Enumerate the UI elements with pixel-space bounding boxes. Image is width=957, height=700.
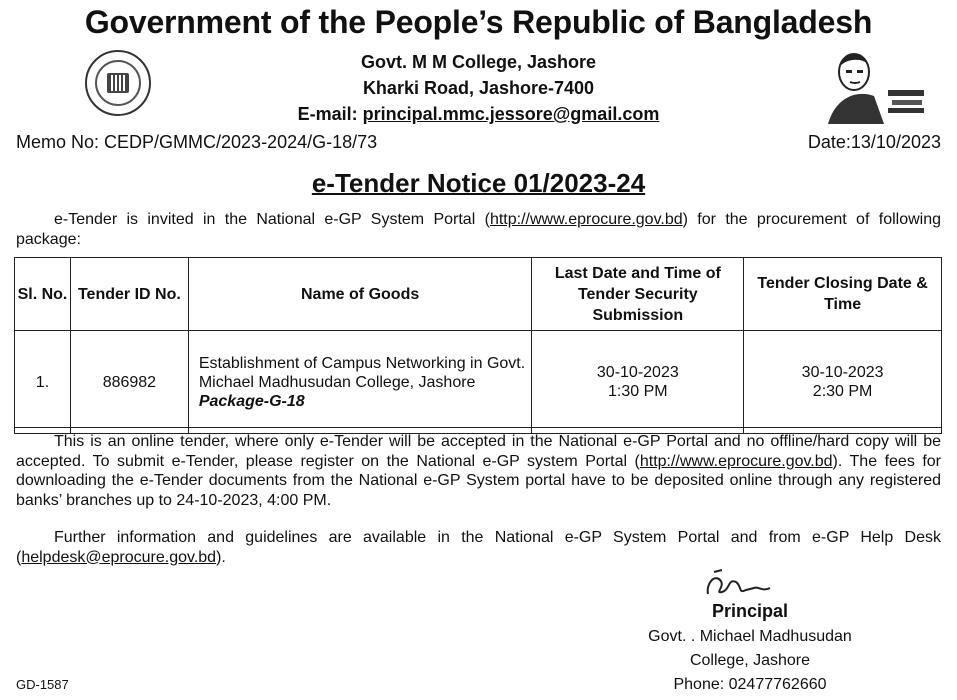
- cell-sl: 1.: [15, 331, 71, 434]
- body-text-1-end: ). The fees for downloading the e-Tender documents from the National e-GP System portal have to be deposited online through any registered banks’ branches up to 24-10-2023, 4:00 PM.: [16, 452, 941, 509]
- intro-text-end: ) for the procurement of following package:: [16, 211, 942, 248]
- header-security: Last Date and Time of Tender Security Submission: [532, 258, 744, 331]
- security-time: 1:30 PM: [608, 383, 668, 400]
- signatory-line-2: College, Jashore: [689, 652, 811, 669]
- email-link[interactable]: principal.mmc.jessore@gmail.com: [362, 104, 660, 124]
- notice-title: [0, 168, 957, 199]
- body-text-2: Further information and guidelines are available in the National e-GP System Portal and from e-GP Help Desk (: [16, 529, 941, 566]
- body-text-2-end: ).: [216, 548, 226, 566]
- intro-text: e-Tender is invited in the National e-GP System Portal (: [54, 211, 490, 228]
- header-sl: Sl. No.: [15, 258, 71, 331]
- document-code: GD-1587: [16, 677, 69, 692]
- table-header-row: [15, 258, 942, 331]
- college-address: Kharki Road, Jashore-7400: [362, 78, 595, 98]
- cell-security: [532, 331, 744, 434]
- header-goods: Name of Goods: [188, 258, 532, 331]
- handwritten-signature: [700, 564, 780, 604]
- helpdesk-link[interactable]: helpdesk@eprocure.gov.bd: [21, 548, 217, 566]
- closing-time: 2:30 PM: [812, 383, 873, 400]
- closing-date: 30-10-2023: [801, 364, 884, 381]
- body-text-1: This is an online tender, where only e-Tender will be accepted in the National e-GP Portal and no offline/hard copy will be accepted. To submit e-Tender, please register on the National e-GP system Portal (: [16, 433, 941, 470]
- body-paragraph-1: [16, 432, 941, 510]
- tender-table: [14, 257, 942, 434]
- page-title: Government of the People’s Republic of Bangladesh: [84, 4, 873, 40]
- cell-closing: [744, 331, 942, 434]
- header-tender-id: Tender ID No.: [70, 258, 188, 331]
- goods-name: Establishment of Campus Networking in Govt. Michael Madhusudan College, Jashore: [198, 354, 526, 391]
- header-closing: Tender Closing Date & Time: [744, 258, 942, 331]
- signatory-title: Principal: [711, 601, 789, 621]
- email-label: E-mail:: [297, 104, 363, 124]
- college-seal-icon: [85, 50, 151, 116]
- body-paragraph-2: [16, 528, 941, 567]
- table-row: [15, 331, 942, 434]
- security-date: 30-10-2023: [596, 364, 679, 381]
- college-email: [0, 104, 957, 125]
- memo-date: Date:13/10/2023: [807, 132, 941, 152]
- notice-title-text: e-Tender Notice 01/2023-24: [311, 168, 646, 198]
- package-name: Package-G-18: [198, 392, 305, 410]
- cell-tender-id: 886982: [70, 331, 188, 434]
- intro-paragraph: [16, 210, 941, 249]
- eprocure-link[interactable]: http://www.eprocure.gov.bd: [489, 211, 683, 228]
- eprocure-link-2[interactable]: http://www.eprocure.gov.bd: [639, 452, 833, 470]
- college-name: Govt. M M College, Jashore: [360, 52, 597, 72]
- signatory-phone: Phone: 02477762660: [673, 676, 827, 693]
- cell-goods: [188, 331, 532, 434]
- memo-number: Memo No: CEDP/GMMC/2023-2024/G-18/73: [16, 132, 378, 152]
- signatory-line-1: Govt. . Michael Madhusudan: [648, 628, 852, 645]
- portrait-emblem-icon: [818, 46, 934, 124]
- table-bottom-rule: [14, 427, 942, 428]
